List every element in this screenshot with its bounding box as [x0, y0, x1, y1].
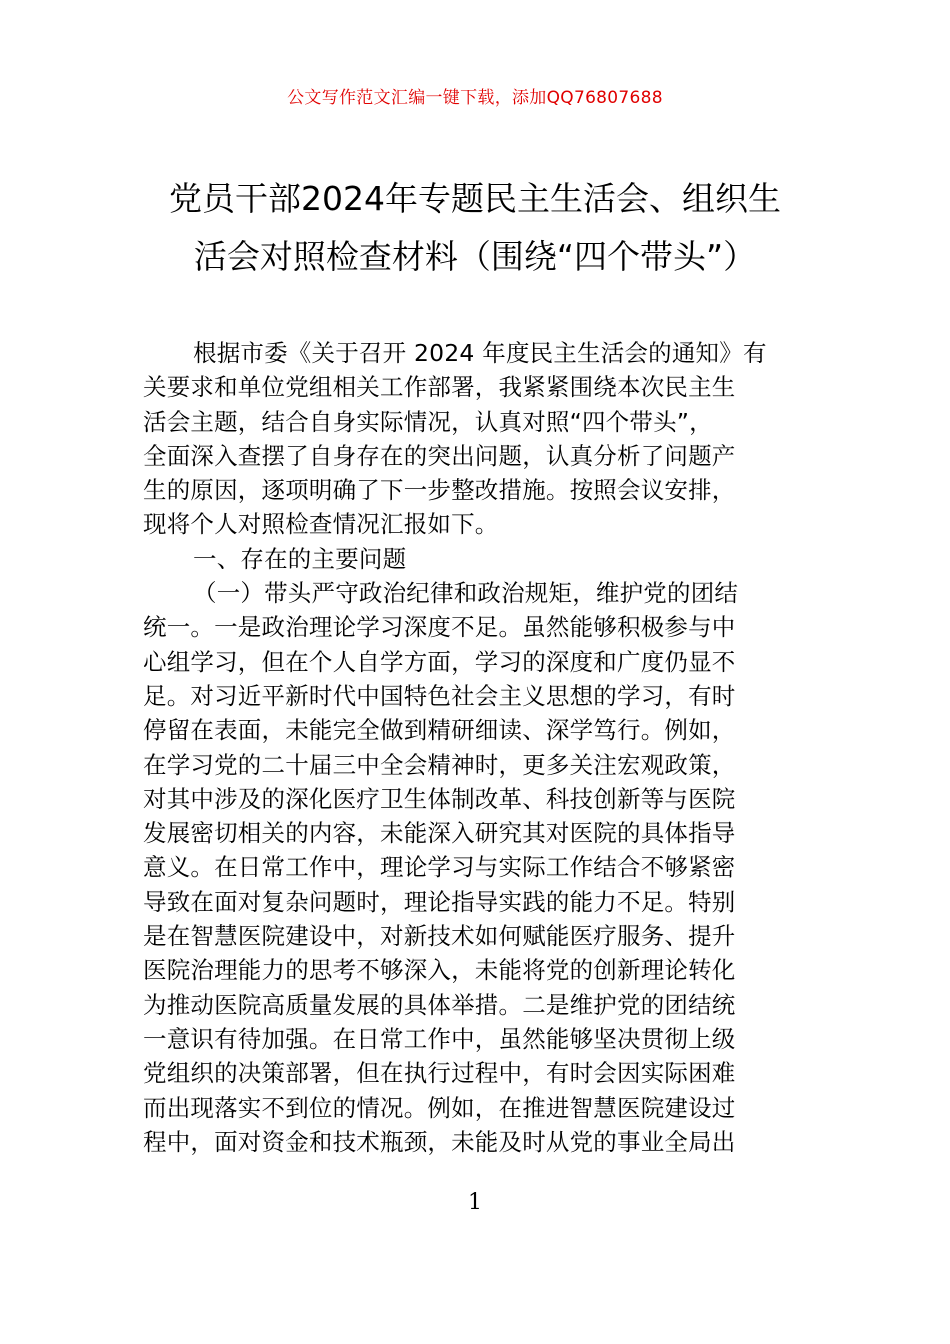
page-number: 1 [468, 1190, 482, 1215]
body-line: 意义。在日常工作中，理论学习与实际工作结合不够紧密 [143, 853, 736, 882]
title-line: 活会对照检查材料（围绕“四个带头”） [193, 237, 757, 276]
body-line: （一）带头严守政治纪律和政治规矩，维护党的团结 [193, 579, 739, 608]
body-line: 而出现落实不到位的情况。例如，在推进智慧医院建设过 [143, 1093, 736, 1122]
document-body [143, 336, 807, 1159]
body-line: 现将个人对照检查情况汇报如下。 [143, 510, 499, 539]
body-line: 为推动医院高质量发展的具体举措。二是维护党的团结统 [143, 990, 736, 1019]
document-title [140, 170, 810, 286]
body-line: 程中，面对资金和技术瓶颈，未能及时从党的事业全局出 [143, 1127, 736, 1156]
body-line: 根据市委《关于召开 2024 年度民主生活会的通知》有 [193, 339, 767, 367]
body-line: 统一。一是政治理论学习深度不足。虽然能够积极参与中 [143, 613, 736, 642]
body-line: 生的原因，逐项明确了下一步整改措施。按照会议安排， [143, 476, 736, 505]
body-line: 医院治理能力的思考不够深入，未能将党的创新理论转化 [143, 956, 736, 985]
body-line: 在学习党的二十届三中全会精神时，更多关注宏观政策， [143, 750, 736, 779]
body-line: 心组学习，但在个人自学方面，学习的深度和广度仍显不 [143, 647, 736, 676]
body-line: 党组织的决策部署，但在执行过程中，有时会因实际困难 [143, 1059, 736, 1088]
body-line: 一意识有待加强。在日常工作中，虽然能够坚决贯彻上级 [143, 1024, 736, 1053]
body-line: 导致在面对复杂问题时，理论指导实践的能力不足。特别 [143, 887, 736, 916]
title-line: 党员干部2024年专题民主生活会、组织生 [169, 179, 781, 218]
download-banner: 公文写作范文汇编一键下载，添加QQ76807688 [287, 88, 663, 108]
body-line: 是在智慧医院建设中，对新技术如何赋能医疗服务、提升 [143, 922, 736, 951]
body-line: 对其中涉及的深化医疗卫生体制改革、科技创新等与医院 [143, 784, 736, 813]
body-line: 足。对习近平新时代中国特色社会主义思想的学习，有时 [143, 681, 736, 710]
body-line: 发展密切相关的内容，未能深入研究其对医院的具体指导 [143, 819, 736, 848]
body-line: 全面深入查摆了自身存在的突出问题，认真分析了问题产 [143, 441, 736, 470]
body-line: 活会主题，结合自身实际情况，认真对照“四个带头”， [143, 407, 713, 436]
body-line: 停留在表面，未能完全做到精研细读、深学笃行。例如， [143, 716, 736, 745]
section-heading: 一、存在的主要问题 [193, 544, 407, 573]
body-line: 关要求和单位党组相关工作部署，我紧紧围绕本次民主生 [143, 373, 736, 402]
